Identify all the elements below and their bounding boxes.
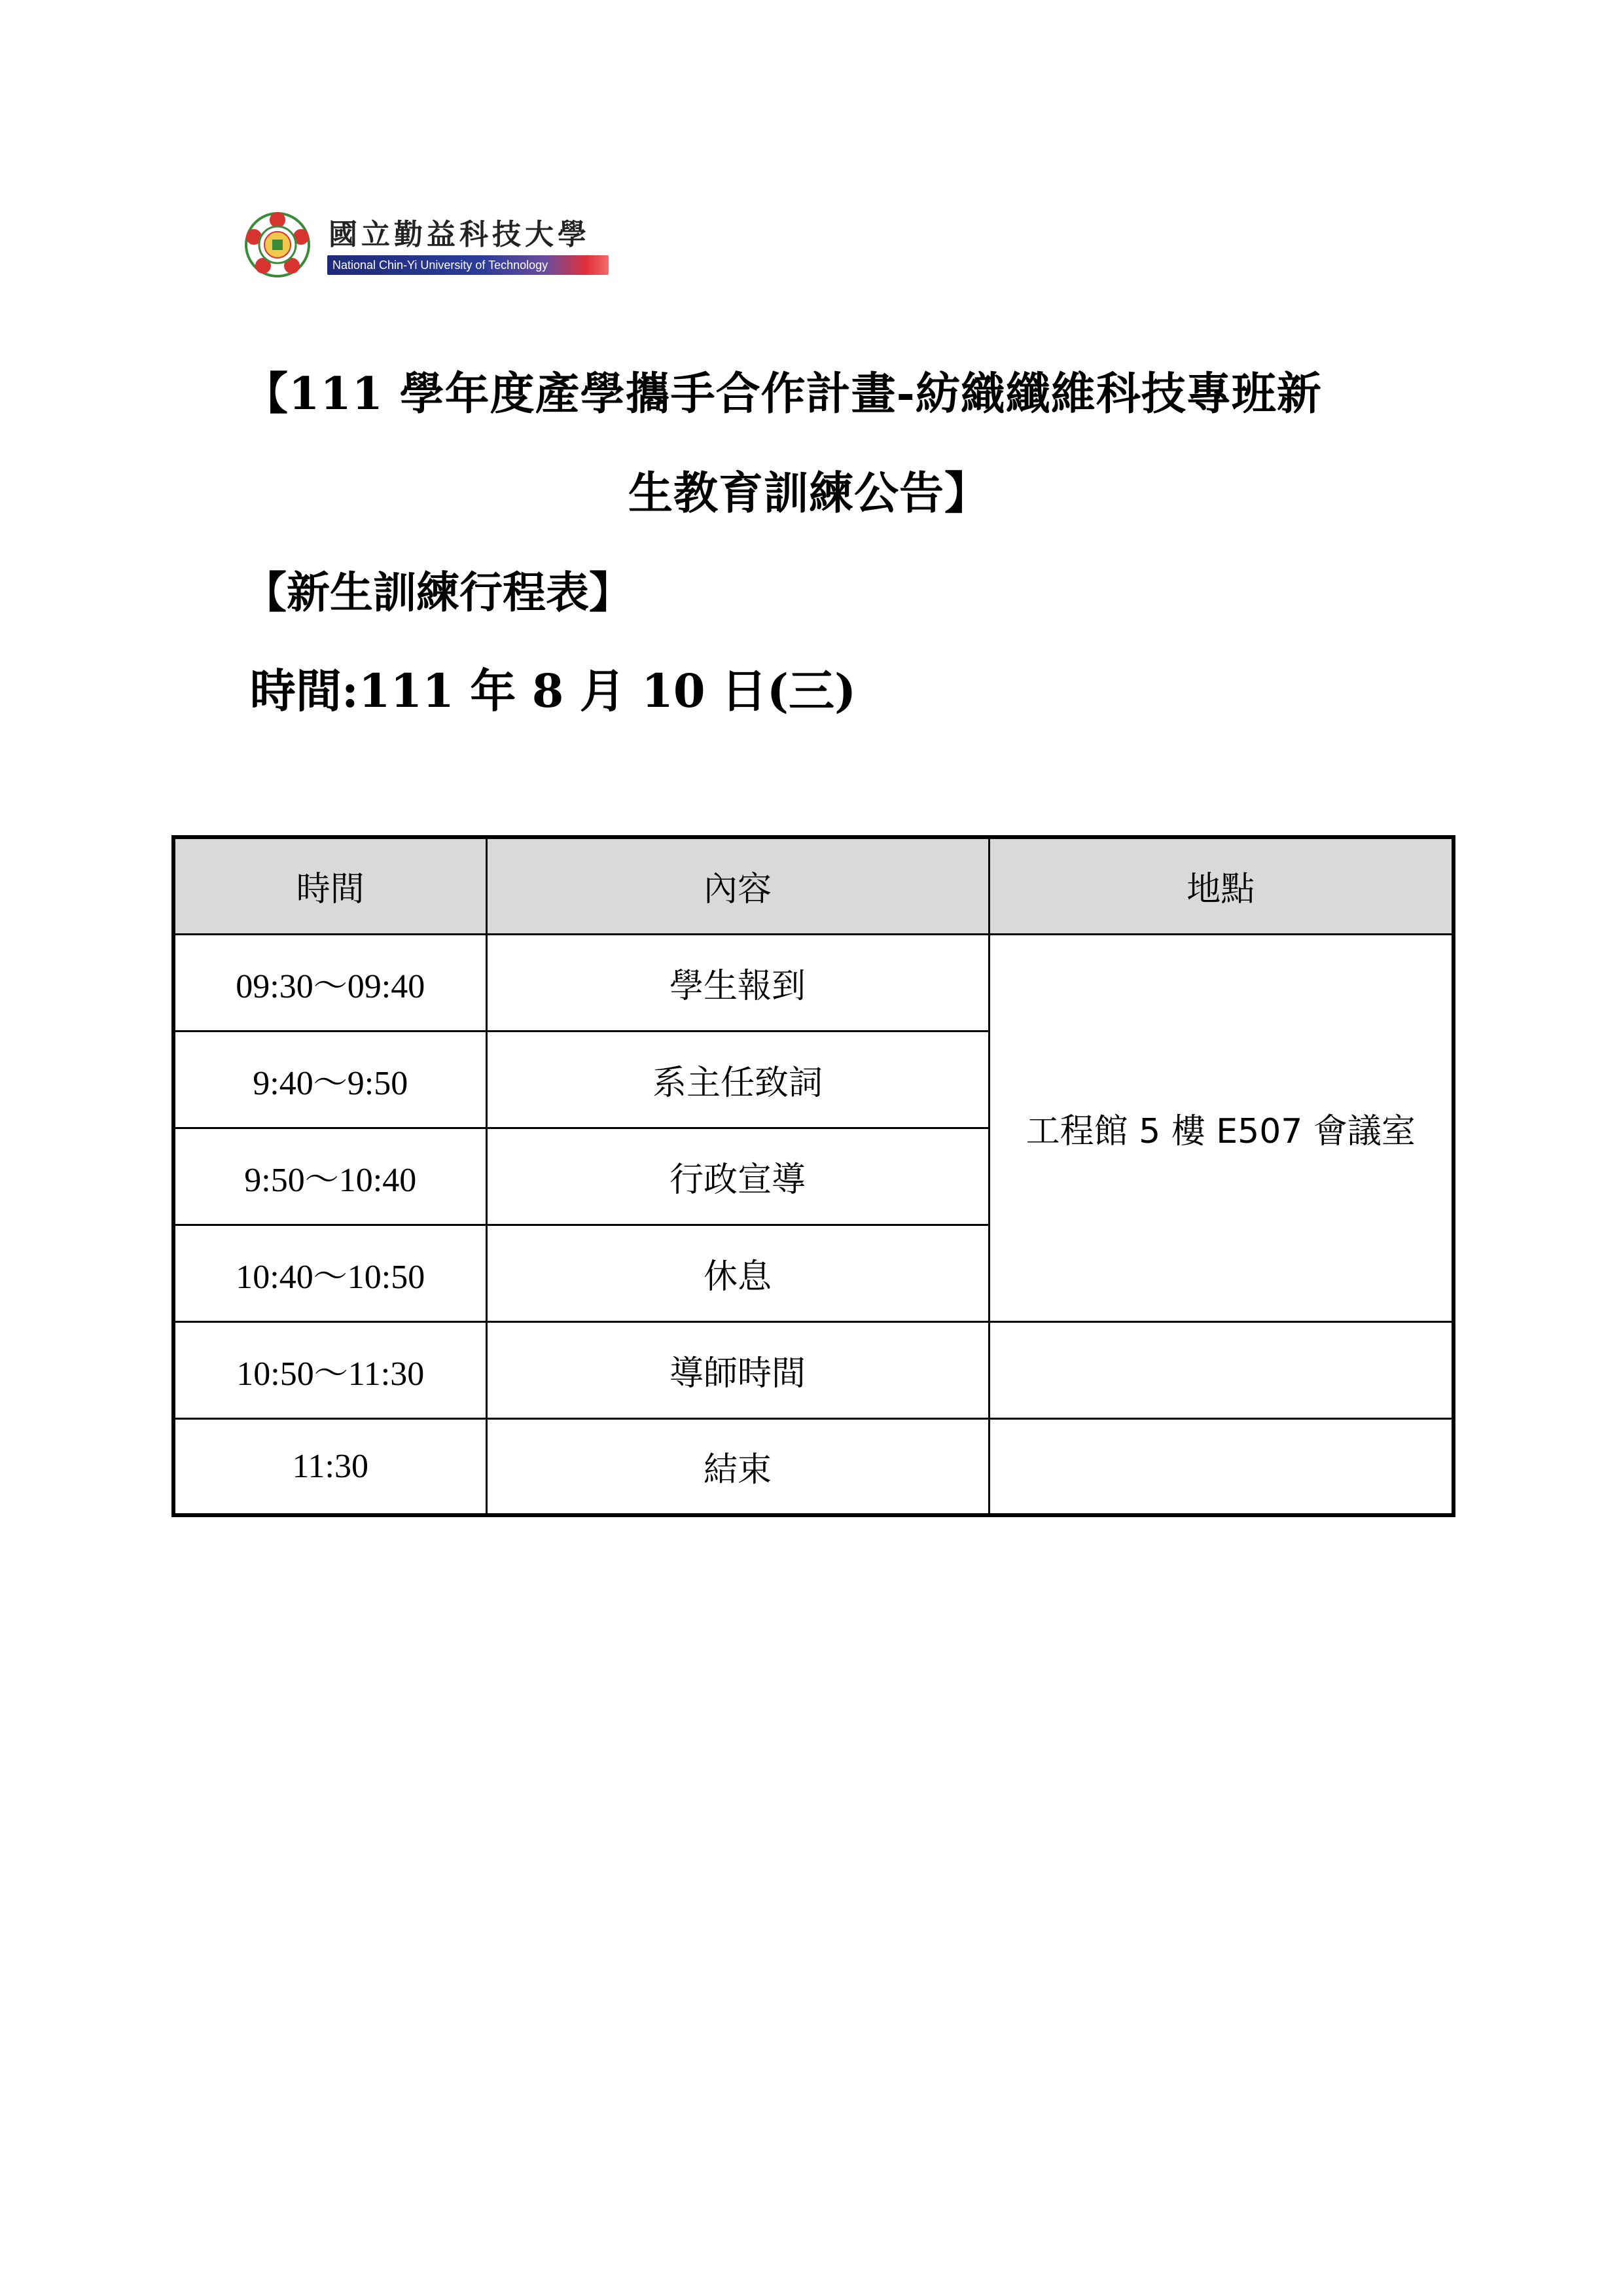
table-row — [173, 1418, 1454, 1515]
row-content: 學生報到 — [486, 934, 989, 1031]
row-content: 結束 — [486, 1418, 989, 1515]
schedule-subtitle: 【新生訓練行程表】 — [243, 567, 632, 618]
row-content: 導師時間 — [486, 1321, 989, 1418]
event-date: 時間:111 年 8 月 10 日(三) — [250, 664, 857, 718]
university-seal-icon — [243, 211, 312, 279]
row-content: 系主任致詞 — [486, 1031, 989, 1128]
row-time: 09:30～09:40 — [173, 934, 486, 1031]
announcement-title-line1: 【111 學年度產學攜手合作計畫-紡織纖維科技專班新 — [243, 368, 1322, 420]
header-time: 時間 — [173, 837, 486, 934]
announcement-title-line2: 生教育訓練公告】 — [628, 467, 990, 520]
row-place — [989, 1418, 1454, 1515]
row-time: 9:50～10:40 — [173, 1128, 486, 1225]
row-content: 休息 — [486, 1225, 989, 1321]
university-logo — [243, 208, 636, 280]
row-time: 11:30 — [173, 1418, 486, 1515]
row-time: 10:40～10:50 — [173, 1225, 486, 1321]
table-row — [173, 1321, 1454, 1418]
row-place — [989, 1321, 1454, 1418]
header-place: 地點 — [989, 837, 1454, 934]
logo-chinese-name: 國立勤益科技大學 — [329, 218, 590, 251]
row-time: 10:50～11:30 — [173, 1321, 486, 1418]
table-header-row — [173, 837, 1454, 934]
merged-place-cell: 工程館 5 樓 E507 會議室 — [989, 934, 1454, 1321]
table-row — [173, 934, 1454, 1031]
header-content: 內容 — [486, 837, 989, 934]
schedule-table — [171, 835, 1455, 1517]
logo-english-name: National Chin-Yi University of Technology — [332, 259, 548, 272]
row-content: 行政宣導 — [486, 1128, 989, 1225]
row-time: 9:40～9:50 — [173, 1031, 486, 1128]
